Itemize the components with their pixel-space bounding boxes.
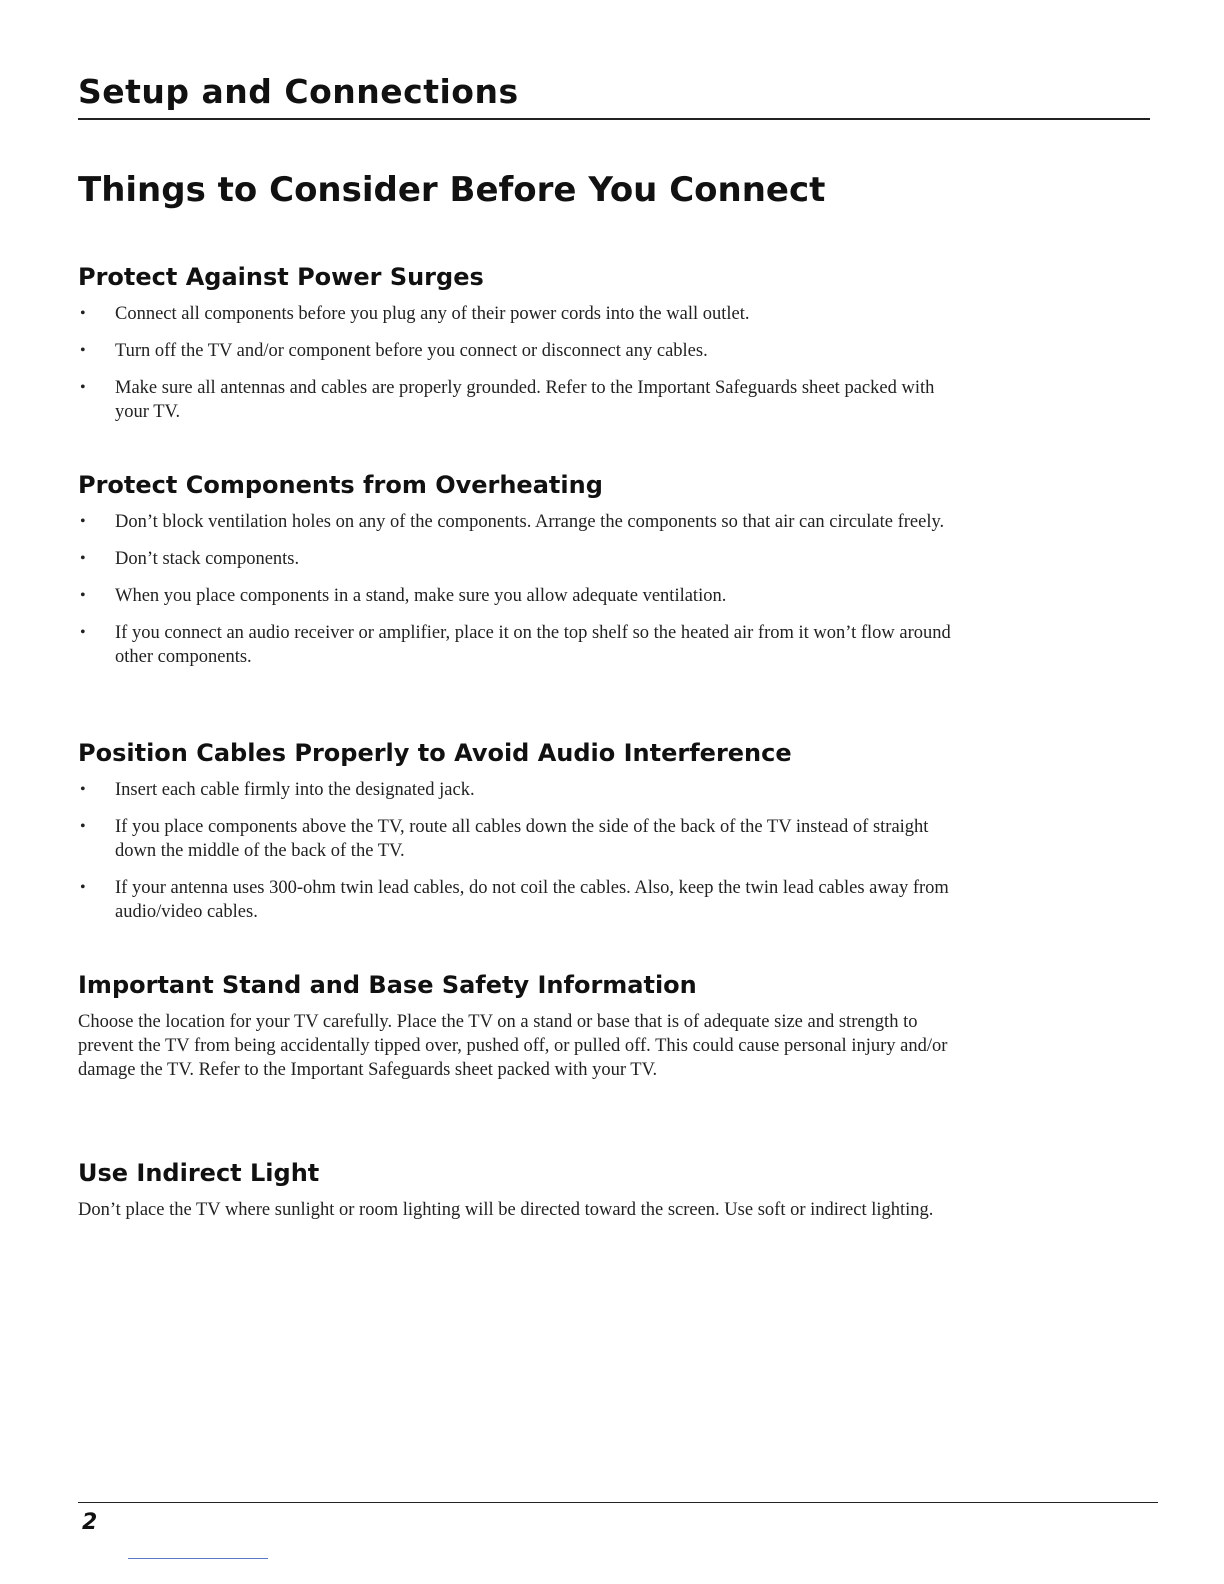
section-heading: Use Indirect Light [78, 1159, 320, 1187]
bullet-icon: • [80, 513, 86, 530]
bullet-icon: • [80, 342, 86, 359]
section-power-surges [78, 260, 958, 437]
list-item: • Turn off the TV and/or component before you connect or disconnect any cables. [80, 341, 708, 361]
page-number: 2 [82, 1510, 98, 1535]
list-item: • When you place components in a stand, make sure you allow adequate ventilation. [80, 586, 727, 606]
page-title: Things to Consider Before You Connect [78, 170, 826, 210]
section-indirect-light [78, 1156, 958, 1222]
list-item: • Insert each cable firmly into the designated jack. [80, 780, 475, 800]
list-item: • Don’t block ventilation holes on any of the components. Arrange the components so that air can circulate freely. [80, 512, 945, 532]
list-item: • If you connect an audio receiver or amplifier, place it on the top shelf so the heated air from it won’t flow around other components. [80, 623, 951, 667]
list-item: • Don’t stack components. [80, 549, 300, 569]
bullet-list [78, 778, 958, 924]
section-stand-safety [78, 968, 958, 1082]
header-rule [78, 118, 1150, 120]
bullet-icon: • [80, 879, 86, 896]
section-paragraph: Choose the location for your TV carefully. Place the TV on a stand or base that is of adequate size and strength to prevent the TV from being accidentally tipped over, pushed off, or pulled off. This could cause personal injury and/or damage the TV. Refer to the Important Safeguards sheet packed with your TV. [78, 1012, 948, 1080]
bullet-icon: • [80, 624, 86, 641]
bullet-list [78, 510, 958, 669]
chapter-title: Setup and Connections [78, 72, 519, 111]
section-paragraph: Don’t place the TV where sunlight or room lighting will be directed toward the screen. Use soft or indirect lighting. [78, 1200, 934, 1220]
section-audio-interference [78, 736, 958, 937]
bullet-icon: • [80, 587, 86, 604]
section-overheating [78, 468, 958, 682]
section-heading: Protect Components from Overheating [78, 471, 603, 499]
section-heading: Position Cables Properly to Avoid Audio Interference [78, 739, 792, 767]
list-item: • If you place components above the TV, route all cables down the side of the back of the TV instead of straight down the middle of the back of the TV. [80, 817, 929, 861]
page-header [78, 68, 1150, 116]
footer-rule [78, 1502, 1158, 1503]
bullet-icon: • [80, 379, 86, 396]
bullet-list [78, 302, 958, 424]
list-item: • Connect all components before you plug any of their power cords into the wall outlet. [80, 304, 750, 324]
list-item: • Make sure all antennas and cables are properly grounded. Refer to the Important Safeguards sheet packed with your TV. [80, 378, 935, 422]
section-heading: Protect Against Power Surges [78, 263, 484, 291]
bullet-icon: • [80, 550, 86, 567]
bullet-icon: • [80, 305, 86, 322]
section-heading: Important Stand and Base Safety Information [78, 971, 697, 999]
bullet-icon: • [80, 818, 86, 835]
bullet-icon: • [80, 781, 86, 798]
footer-link-line [128, 1558, 268, 1559]
list-item: • If your antenna uses 300-ohm twin lead cables, do not coil the cables. Also, keep the twin lead cables away from audio/video cables. [80, 878, 949, 922]
